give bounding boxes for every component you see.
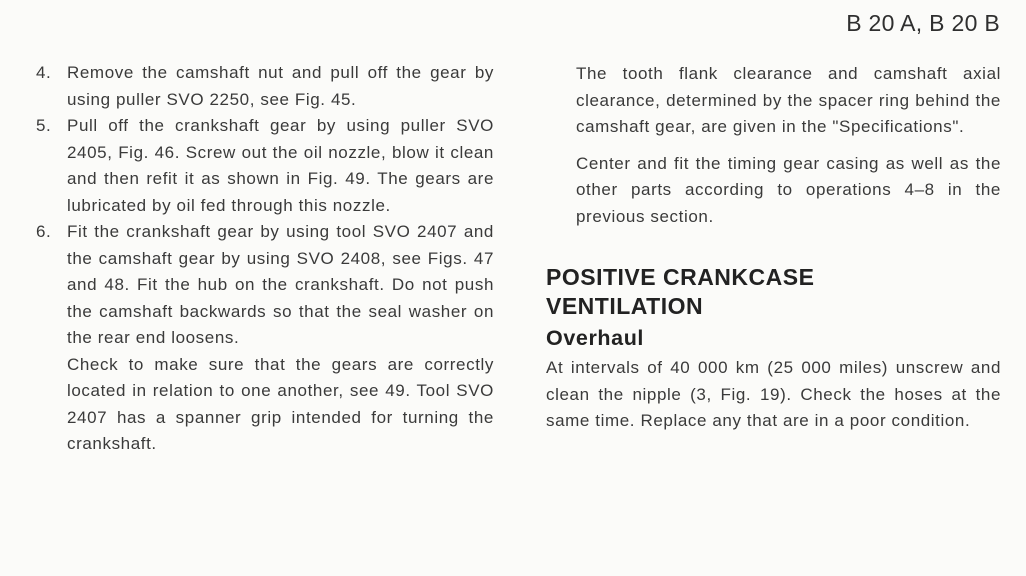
step-number: 4. xyxy=(36,63,52,82)
section-heading-line-2: VENTILATION xyxy=(546,293,704,319)
left-column xyxy=(32,60,494,458)
overhaul-paragraph: At intervals of 40 000 km (25 000 miles) unscrew and clean the nipple (3, Fig. 19). Check the hoses at the same time. Replace any that are in a poor condition. xyxy=(546,358,1001,430)
step-6-continuation: Check to make sure that the gears are correctly located in relation to one another, see 49. Tool SVO 2407 has a spanner grip intended for turning the crankshaft. xyxy=(67,354,494,453)
section-heading xyxy=(546,263,1001,321)
clearance-paragraph: The tooth flank clearance and camshaft axial clearance, determined by the spacer ring behind the camshaft gear, are given in the "Specifications". xyxy=(576,64,1001,136)
step-number: 5. xyxy=(36,116,52,135)
section-heading-line-1: POSITIVE CRANKCASE xyxy=(546,264,815,290)
step-6 xyxy=(32,219,494,352)
step-text: Fit the crankshaft gear by using tool SVO 2407 and the camshaft gear by using SVO 2408, see Figs. 47 and 48. Fit the hub on the crankshaft. Do not push the camshaft backwards so that the seal washer on the rear end loosens. xyxy=(67,222,494,347)
step-text: Remove the camshaft nut and pull off the gear by using puller SVO 2250, see Fig. 45. xyxy=(67,63,494,109)
right-column xyxy=(546,61,1001,435)
page-header-model: B 20 A, B 20 B xyxy=(846,10,1000,36)
step-5 xyxy=(32,113,494,219)
sub-heading-overhaul: Overhaul xyxy=(546,326,645,350)
step-4 xyxy=(32,60,494,113)
step-text: Pull off the crankshaft gear by using puller SVO 2405, Fig. 46. Screw out the oil nozzle, blow it clean and then refit it as shown in Fig. 49. The gears are lubricated by oil fed through this nozzle. xyxy=(67,116,494,215)
timing-casing-paragraph: Center and fit the timing gear casing as well as the other parts according to operations 4–8 in the previous section. xyxy=(576,153,1001,226)
step-number: 6. xyxy=(36,222,52,241)
